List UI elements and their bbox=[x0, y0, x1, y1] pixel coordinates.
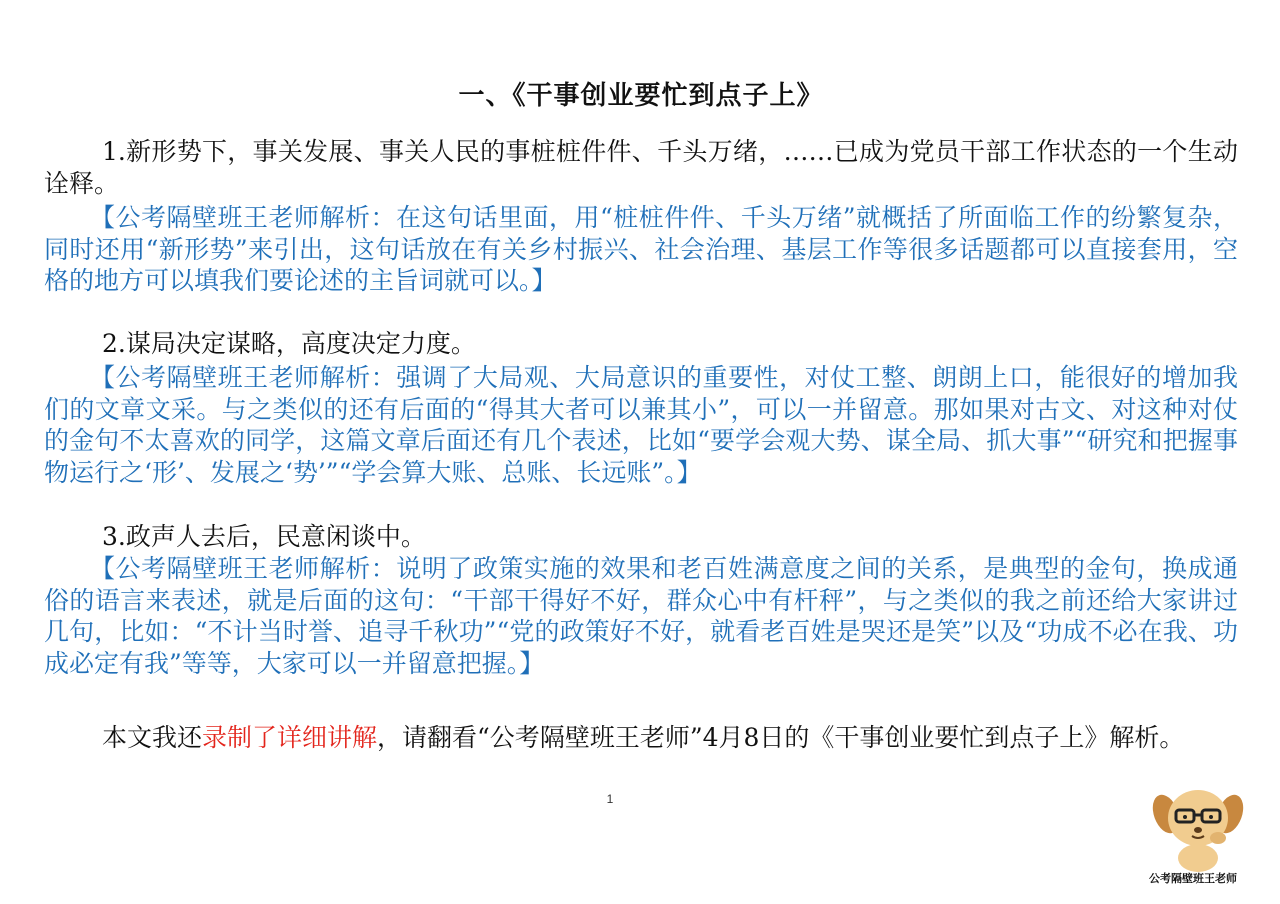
closing-paragraph bbox=[44, 722, 1238, 754]
document-page bbox=[44, 0, 1238, 904]
quote-3: 3.政声人去后，民意闲谈中。 bbox=[102, 522, 426, 551]
page-number: 1 bbox=[606, 792, 614, 806]
logo-caption: 公考隔壁班王老师 bbox=[1149, 873, 1237, 885]
document-title: 一、《干事创业要忙到点子上》 bbox=[458, 81, 824, 111]
analysis-2: 【公考隔壁班王老师解析：强调了大局观、大局意识的重要性，对仗工整、朗朗上口，能很好的增加我们的文章文采。与之类似的还有后面的“得其大者可以兼其小”，可以一并留意。那如果对古文、对这种对仗的金句不太喜欢的同学，这篇文章后面还有几个表述，比如“要学会观大势、谋全局、抓大事”“研究和把握事物运行之‘形’、发展之‘势’”“学会算大账、总账、长远账”。】 bbox=[44, 363, 1238, 487]
quote-1: 1.新形势下，事关发展、事关人民的事桩桩件件、千头万绪，……已成为党员干部工作状态的一个生动诠释。 bbox=[44, 137, 1238, 198]
closing-text-after: ，请翻看“公考隔壁班王老师”4月8日的《干事创业要忙到点子上》解析。 bbox=[377, 723, 1185, 752]
analysis-1: 【公考隔壁班王老师解析：在这句话里面，用“桩桩件件、千头万绪”就概括了所面临工作的纷繁复杂，同时还用“新形势”来引出，这句话放在有关乡村振兴、社会治理、基层工作等很多话题都可以直接套用，空格的地方可以填我们要论述的主旨词就可以。】 bbox=[44, 203, 1238, 295]
quote-2: 2.谋局决定谋略，高度决定力度。 bbox=[102, 329, 476, 358]
analysis-3: 【公考隔壁班王老师解析：说明了政策实施的效果和老百姓满意度之间的关系，是典型的金句，换成通俗的语言来表述，就是后面的这句：“干部干得好不好，群众心中有杆秤”，与之类似的我之前还给大家讲过几句，比如：“不计当时誉、追寻千秋功”“党的政策好不好，就看老百姓是哭还是笑”以及“功成不必在我、功成必定有我”等等，大家可以一并留意把握。】 bbox=[44, 554, 1238, 678]
closing-highlight: 录制了详细讲解 bbox=[202, 723, 378, 752]
mascot-dog-icon bbox=[1148, 776, 1248, 876]
closing-text-before: 本文我还 bbox=[102, 723, 203, 752]
